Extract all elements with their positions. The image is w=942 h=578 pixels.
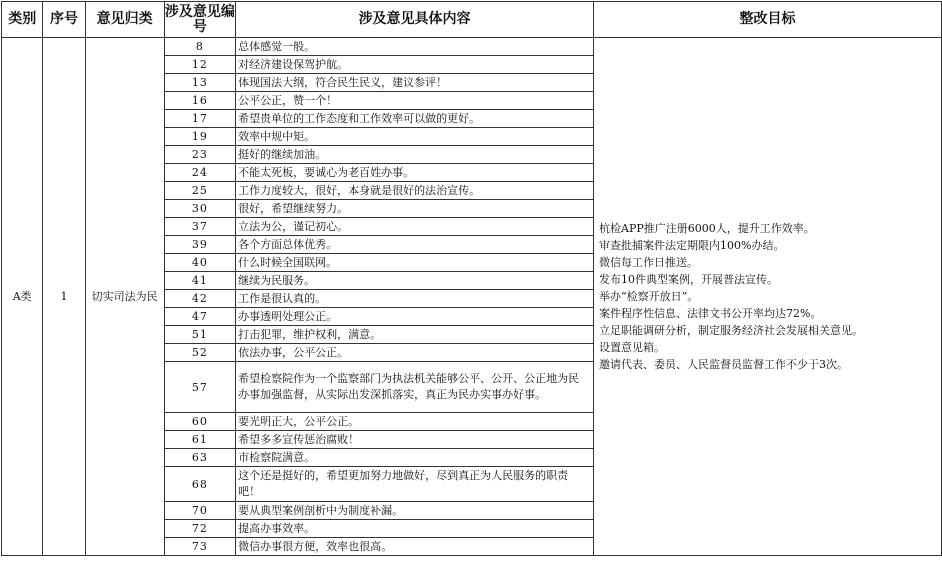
- opinion-no: 73: [164, 538, 235, 556]
- header-seq: 序号: [43, 2, 85, 38]
- opinion-no: 72: [164, 520, 235, 538]
- opinion-no: 61: [164, 431, 235, 449]
- opinion-text: 希望多多宣传惩治腐败！: [236, 431, 594, 449]
- opinion-no: 16: [164, 92, 235, 110]
- opinion-no: 39: [164, 236, 235, 254]
- opinion-no: 41: [164, 272, 235, 290]
- opinion-no: 30: [164, 200, 235, 218]
- goal-item: 案件程序性信息、法律文书公开率均达72%。: [599, 307, 822, 320]
- opinion-text: 办事透明处理公正。: [236, 308, 594, 326]
- opinion-text: 微信办事很方便，效率也很高。: [236, 538, 594, 556]
- opinion-no: 70: [164, 502, 235, 520]
- opinion-text: 希望检察院作为一个监察部门为执法机关能够公平、公开、公正地为民办事加强监督，从实际出发深抓落实，真正为民办实事办好事。: [236, 362, 594, 413]
- goal-item: 立足职能调研分析，制定服务经济社会发展相关意见。: [599, 324, 863, 337]
- opinion-text: 挺好的继续加油。: [236, 146, 594, 164]
- opinion-no: 47: [164, 308, 235, 326]
- opinion-no: 40: [164, 254, 235, 272]
- opinion-no: 23: [164, 146, 235, 164]
- header-opinion-no: 涉及意见编号: [164, 2, 235, 38]
- opinion-no: 57: [164, 362, 235, 413]
- goal-item: 审查批捕案件法定期限内100%办结。: [599, 239, 785, 252]
- opinion-text: 这个还是挺好的，希望更加努力地做好，尽到真正为人民服务的职责吧！: [236, 467, 594, 502]
- opinion-no: 19: [164, 128, 235, 146]
- goal-item: 设置意见箱。: [599, 341, 665, 354]
- opinion-no: 60: [164, 413, 235, 431]
- opinion-no: 63: [164, 449, 235, 467]
- opinion-text: 什么时候全国联网。: [236, 254, 594, 272]
- opinion-text: 市检察院满意。: [236, 449, 594, 467]
- opinion-no: 12: [164, 56, 235, 74]
- seq-cell: 1: [43, 38, 85, 556]
- opinion-text: 公平公正，赞一个！: [236, 92, 594, 110]
- opinion-text: 各个方面总体优秀。: [236, 236, 594, 254]
- goal-item: 邀请代表、委员、人民监督员监督工作不少于3次。: [599, 358, 848, 371]
- opinion-text: 工作是很认真的。: [236, 290, 594, 308]
- opinion-text: 效率中规中矩。: [236, 128, 594, 146]
- opinion-text: 对经济建设保驾护航。: [236, 56, 594, 74]
- opinion-no: 52: [164, 344, 235, 362]
- opinion-no: 37: [164, 218, 235, 236]
- opinion-no: 17: [164, 110, 235, 128]
- opinion-no: 68: [164, 467, 235, 502]
- opinion-text: 提高办事效率。: [236, 520, 594, 538]
- opinion-text: 要光明正大，公平公正。: [236, 413, 594, 431]
- opinion-no: 51: [164, 326, 235, 344]
- header-row: [2, 2, 942, 38]
- goal-cell: [594, 38, 942, 556]
- header-classification: 意见归类: [85, 2, 164, 38]
- category-cell: A类: [2, 38, 43, 556]
- goal-item: 微信每工作日推送。: [599, 256, 698, 269]
- opinion-text: 立法为公，谨记初心。: [236, 218, 594, 236]
- opinion-text: 继续为民服务。: [236, 272, 594, 290]
- header-content: 涉及意见具体内容: [236, 2, 594, 38]
- opinion-no: 13: [164, 74, 235, 92]
- opinion-text: 体现国法大纲，符合民生民义，建议参评！: [236, 74, 594, 92]
- opinion-text: 很好，希望继续努力。: [236, 200, 594, 218]
- opinion-no: 25: [164, 182, 235, 200]
- table-row: [2, 38, 942, 56]
- opinion-no: 8: [164, 38, 235, 56]
- opinion-text: 希望贵单位的工作态度和工作效率可以做的更好。: [236, 110, 594, 128]
- goal-item: 发布10件典型案例，开展普法宣传。: [599, 273, 778, 286]
- classification-cell: 切实司法为民: [85, 38, 164, 556]
- goal-item: 举办“检察开放日”。: [599, 290, 699, 303]
- opinion-text: 依法办事，公平公正。: [236, 344, 594, 362]
- opinion-text: 工作力度较大，很好，本身就是很好的法治宣传。: [236, 182, 594, 200]
- opinion-text: 打击犯罪，维护权利，满意。: [236, 326, 594, 344]
- opinion-text: 不能太死板，要诚心为老百姓办事。: [236, 164, 594, 182]
- opinion-text: 要从典型案例剖析中为制度补漏。: [236, 502, 594, 520]
- header-goal: 整改目标: [594, 2, 942, 38]
- header-category: 类别: [2, 2, 43, 38]
- opinion-rectification-table: [1, 1, 942, 556]
- opinion-no: 24: [164, 164, 235, 182]
- goal-item: 杭检APP推广注册6000人，提升工作效率。: [599, 222, 815, 235]
- opinion-no: 42: [164, 290, 235, 308]
- opinion-text: 总体感觉一般。: [236, 38, 594, 56]
